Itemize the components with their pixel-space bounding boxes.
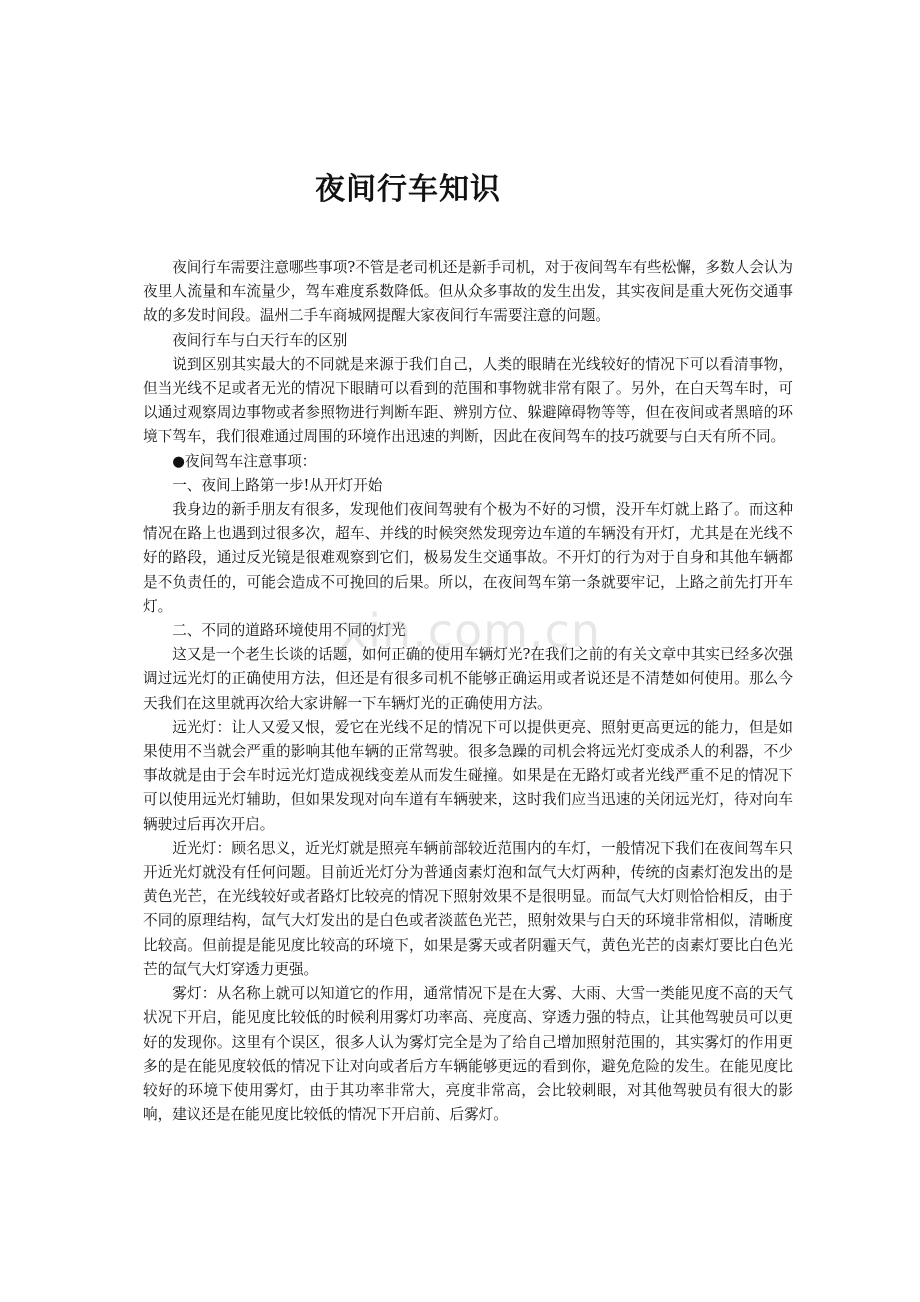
heading-night-driving-notes: ●夜间驾车注意事项： (172, 452, 317, 470)
watermark: xin.com.cn (340, 604, 602, 658)
document-body (143, 256, 793, 1127)
paragraph-intro: 夜间行车需要注意哪些事项?不管是老司机还是新手司机，对于夜间驾车有些松懈，多数人会认为夜里人流量和车流量少，驾车难度系数降低。但从众多事故的发生出发，其实夜间是重大死伤交通事故的多发时间段。温州二手车商城网提醒大家夜间行车需要注意的问题。 (143, 259, 793, 325)
paragraph-difference: 说到区别其实最大的不同就是来源于我们自己，人类的眼睛在光线较好的情况下可以看清事物，但当光线不足或者无光的情况下眼睛可以看到的范围和事物就非常有限了。另外，在白天驾车时，可以通过观察周边事物或者参照物进行判断车距、辨别方位、躲避障碍物等等，但在夜间或者黑暗的环境下驾车，我们很难通过周围的环境作出迅速的判断，因此在夜间驾车的技巧就要与白天有所不同。 (143, 355, 793, 446)
paragraph-step-two: 这又是一个老生长谈的话题，如何正确的使用车辆灯光?在我们之前的有关文章中其实已经多次强调过远光灯的正确使用方法，但还是有很多司机不能够正确运用或者说还是不清楚如何使用。那么今天我们在这里就再次给大家讲解一下车辆灯光的正确使用方法。 (143, 646, 793, 712)
paragraph-low-beam: 近光灯：顾名思义，近光灯就是照亮车辆前部较近范围内的车灯，一般情况下我们在夜间驾车只开近光灯就没有任何问题。目前近光灯分为普通卤素灯泡和氙气大灯两种，传统的卤素灯泡发出的是黄色光芒，在光线较好或者路灯比较亮的情况下照射效果不是很明显。而氙气大灯则恰恰相反，由于不同的原理结构，氙气大灯发出的是白色或者淡蓝色光芒，照射效果与白天的环境非常相似，清晰度比较高。但前提是能见度比较高的环境下，如果是雾天或者阴霾天气，黄色光芒的卤素灯要比白色光芒的氙气大灯穿透力更强。 (143, 839, 793, 978)
paragraph-high-beam: 远光灯：让人又爱又恨，爱它在光线不足的情况下可以提供更亮、照射更高更远的能力，但是如果使用不当就会严重的影响其他车辆的正常驾驶。很多急躁的司机会将远光灯变成杀人的利器，不少事故就是由于会车时远光灯造成视线变差从而发生碰撞。如果是在无路灯或者光线严重不足的情况下可以使用远光灯辅助，但如果发现对向车道有车辆驶来，这时我们应当迅速的关闭远光灯，待对向车辆驶过后再次开启。 (143, 718, 793, 833)
heading-difference: 夜间行车与白天行车的区别 (172, 331, 348, 349)
heading-step-two: 二、不同的道路环境使用不同的灯光 (172, 622, 406, 640)
document-title: 夜间行车知识 (315, 172, 501, 207)
paragraph-step-one: 我身边的新手朋友有很多，发现他们夜间驾驶有个极为不好的习惯，没开车灯就上路了。而这种情况在路上也遇到过很多次，超车、并线的时候突然发现旁边车道的车辆没有开灯，尤其是在光线不好的路段，通过反光镜是很难观察到它们，极易发生交通事故。不开灯的行为对于自身和其他车辆都是不负责任的，可能会造成不可挽回的后果。所以，在夜间驾车第一条就要牢记，上路之前先打开车灯。 (143, 501, 793, 615)
heading-step-one: 一、夜间上路第一步!从开灯开始 (172, 476, 383, 494)
paragraph-fog-light: 雾灯：从名称上就可以知道它的作用，通常情况下是在大雾、大雨、大雪一类能见度不高的天气状况下开启，能见度比较低的时候利用雾灯功率高、亮度高、穿透力强的特点，让其他驾驶员可以更好的发现你。这里有个误区，很多人认为雾灯完全是为了给自己增加照射范围的，其实雾灯的作用更多的是在能见度较低的情况下让对向或者后方车辆能够更远的看到你，避免危险的发生。在能见度比较好的环境下使用雾灯，由于其功率非常大，亮度非常高，会比较刺眼，对其他驾驶员有很大的影响，建议还是在能见度比较低的情况下开启前、后雾灯。 (143, 985, 793, 1124)
